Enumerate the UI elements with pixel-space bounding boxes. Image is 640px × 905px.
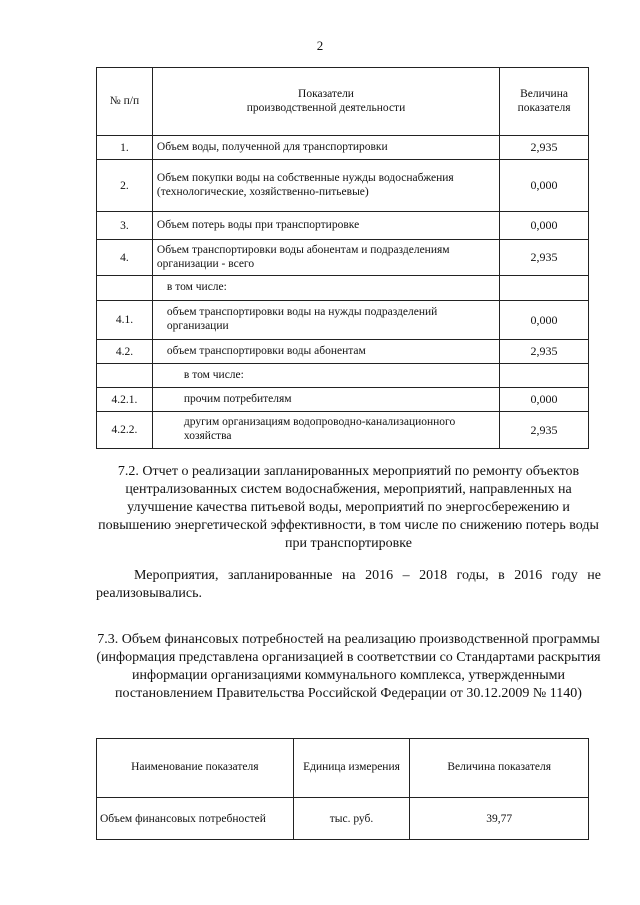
row-number bbox=[97, 364, 153, 388]
row-number: 2. bbox=[97, 160, 153, 212]
row-value: 0,000 bbox=[500, 301, 589, 340]
header-name: Наименование показателя bbox=[97, 739, 294, 798]
header-unit: Единица измерения bbox=[293, 739, 410, 798]
row-number: 4.2. bbox=[97, 340, 153, 364]
row-label: прочим потребителям bbox=[152, 388, 499, 412]
financial-unit: тыс. руб. bbox=[293, 798, 410, 840]
row-value: 2,935 bbox=[500, 136, 589, 160]
section-7-2-title: 7.2. Отчет о реализации запланированных мероприятий по ремонту объектов централизованных систем водоснабжения, мероприятий, направленных на улучшение качества питьевой воды, мероприятий по энергосбережению и повышению энергетической эффективности, в том числе по снижению потерь воды при транспортировке bbox=[98, 464, 599, 551]
row-number: 1. bbox=[97, 136, 153, 160]
section-7-3-title: 7.3. Объем финансовых потребностей на реализацию производственной программы (информация представлена организацией в соответствии со Стандартами раскрытия информации организациями коммунального комплекса, утвержденными постановлением Правительства Российской Федерации от 30.12.2009 № 1140) bbox=[96, 632, 601, 701]
row-label: в том числе: bbox=[152, 364, 499, 388]
row-label: другим организациям водопроводно-канализационного хозяйства bbox=[152, 412, 499, 449]
row-label: Объем покупки воды на собственные нужды водоснабжения (технологические, хозяйственно-питьевые) bbox=[152, 160, 499, 212]
header-indicator: Показатели производственной деятельности bbox=[152, 68, 499, 136]
financial-name: Объем финансовых потребностей bbox=[97, 798, 294, 840]
row-label: объем транспортировки воды абонентам bbox=[152, 340, 499, 364]
header-value: Величина показателя bbox=[410, 739, 589, 798]
row-number: 3. bbox=[97, 212, 153, 240]
row-label: Объем потерь воды при транспортировке bbox=[152, 212, 499, 240]
row-number bbox=[97, 276, 153, 301]
row-value bbox=[500, 276, 589, 301]
row-value: 2,935 bbox=[500, 412, 589, 449]
row-value: 0,000 bbox=[500, 160, 589, 212]
financial-value: 39,77 bbox=[410, 798, 589, 840]
page-number: 2 bbox=[316, 38, 324, 53]
row-number: 4.2.2. bbox=[97, 412, 153, 449]
row-label: Объем воды, полученной для транспортировки bbox=[152, 136, 499, 160]
header-number: № п/п bbox=[97, 68, 153, 136]
production-indicators-table bbox=[96, 67, 589, 449]
row-value: 0,000 bbox=[500, 212, 589, 240]
row-number: 4. bbox=[97, 240, 153, 276]
header-value: Величина показателя bbox=[500, 68, 589, 136]
row-value: 0,000 bbox=[500, 388, 589, 412]
row-number: 4.2.1. bbox=[97, 388, 153, 412]
row-value bbox=[500, 364, 589, 388]
row-number: 4.1. bbox=[97, 301, 153, 340]
row-label: Объем транспортировки воды абонентам и подразделениям организации - всего bbox=[152, 240, 499, 276]
row-label: в том числе: bbox=[152, 276, 499, 301]
section-7-2-text: Мероприятия, запланированные на 2016 – 2018 годы, в 2016 году не реализовывались. bbox=[96, 568, 601, 601]
row-value: 2,935 bbox=[500, 340, 589, 364]
row-label: объем транспортировки воды на нужды подразделений организации bbox=[152, 301, 499, 340]
financial-needs-table bbox=[96, 738, 589, 840]
row-value: 2,935 bbox=[500, 240, 589, 276]
